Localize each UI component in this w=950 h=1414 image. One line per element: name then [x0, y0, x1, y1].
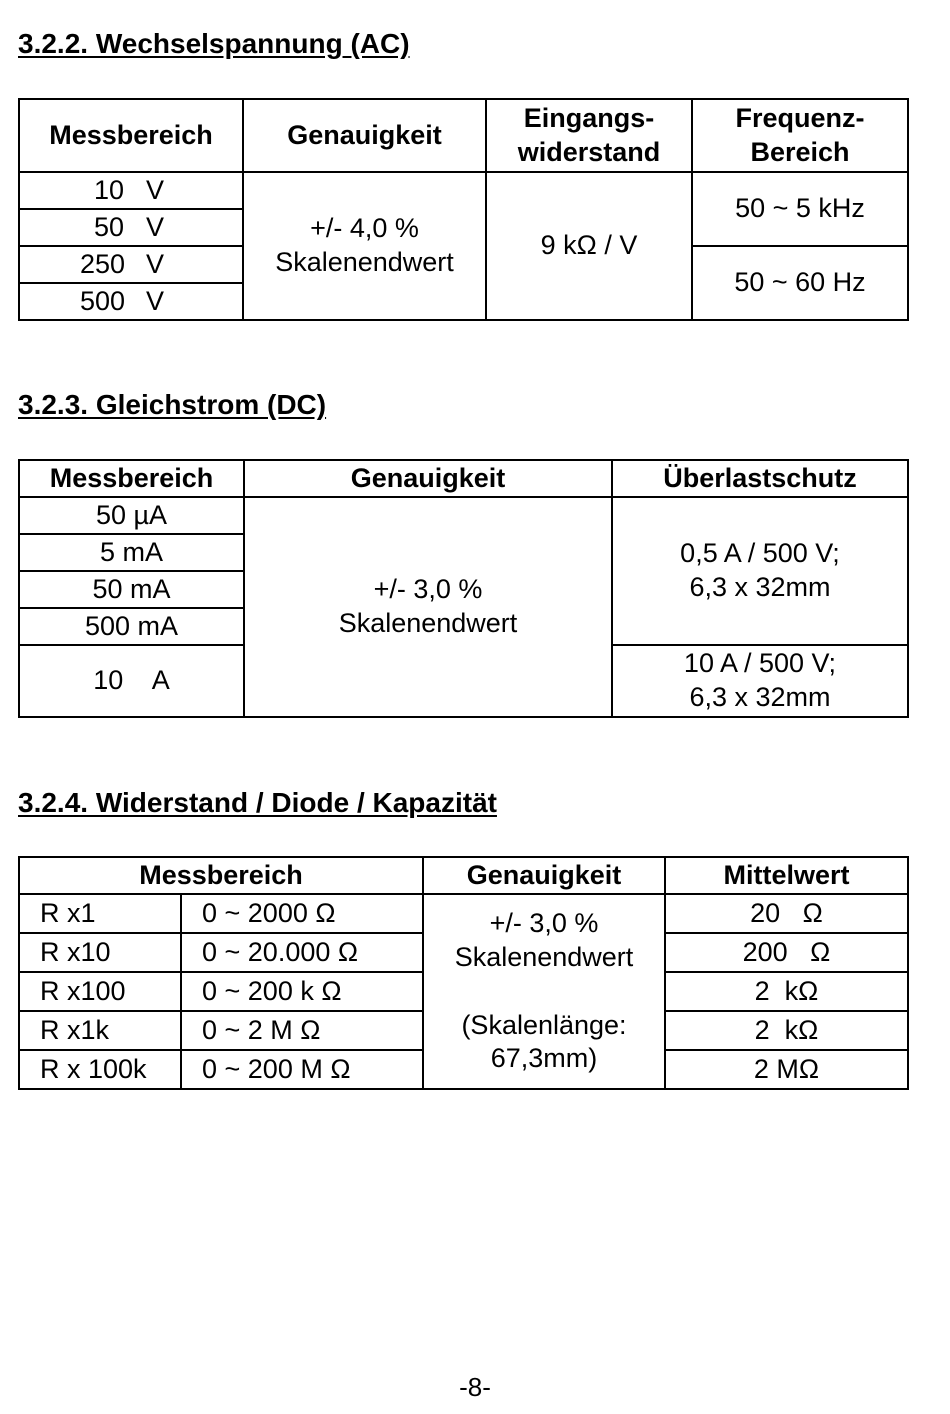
res-mid-cell: 20 Ω	[665, 894, 908, 933]
ac-header-impedance-line1: Eingangs-	[523, 102, 655, 133]
page-number: -8-	[459, 1372, 491, 1402]
res-factor-cell: R x 100k	[19, 1050, 181, 1089]
ac-accuracy-value: +/- 4,0 %	[310, 213, 419, 244]
ac-range-value: 50	[93, 211, 124, 242]
res-mid-cell: 2 kΩ	[665, 972, 908, 1011]
res-heading: 3.2.4. Widerstand / Diode / Kapazität	[18, 787, 497, 818]
ac-accuracy-note: Skalenendwert	[275, 247, 454, 277]
ac-range-unit: V	[146, 248, 165, 279]
dc-range-cell: 500 mA	[19, 608, 244, 645]
table-row	[19, 497, 908, 534]
res-range-cell: 0 ~ 2 M Ω	[181, 1011, 423, 1050]
ac-range-cell	[19, 172, 243, 209]
ac-heading: 3.2.2. Wechselspannung (AC)	[18, 28, 410, 59]
res-accuracy-scale-value: 67,3mm)	[490, 1043, 598, 1074]
res-accuracy-note: Skalenendwert	[454, 941, 634, 972]
ac-range-unit: V	[146, 211, 165, 242]
dc-heading: 3.2.3. Gleichstrom (DC)	[18, 389, 327, 420]
res-range-cell: 0 ~ 2000 Ω	[181, 894, 423, 933]
res-accuracy-value: +/- 3,0 %	[489, 908, 599, 938]
ac-range-value: 250	[80, 248, 126, 279]
res-header-accuracy: Genauigkeit	[423, 857, 665, 894]
ac-header-impedance	[486, 99, 692, 172]
ac-accuracy-cell	[243, 172, 486, 320]
dc-protection-a	[612, 497, 908, 645]
ac-range-value: 500	[80, 285, 126, 316]
res-table	[18, 856, 909, 1090]
dc-accuracy-cell	[244, 497, 612, 717]
dc-header-accuracy: Genauigkeit	[244, 460, 612, 497]
ac-range-cell	[19, 283, 243, 320]
res-header-range: Messbereich	[19, 857, 423, 894]
table-row	[19, 894, 908, 933]
dc-protection-b	[612, 645, 908, 717]
ac-range-unit: V	[146, 174, 165, 205]
ac-range-value: 10	[93, 174, 124, 205]
res-mid-cell: 2 kΩ	[665, 1011, 908, 1050]
table-row	[19, 172, 908, 209]
res-header-mid: Mittelwert	[665, 857, 908, 894]
dc-accuracy-value: +/- 3,0 %	[373, 574, 483, 605]
ac-header-impedance-line2: widerstand	[517, 136, 661, 167]
ac-range-unit: V	[146, 285, 165, 316]
ac-range-cell	[19, 246, 243, 283]
dc-protection-a-line1: 0,5 A / 500 V;	[680, 538, 840, 569]
ac-header-accuracy: Genauigkeit	[243, 99, 486, 172]
ac-range-cell	[19, 209, 243, 246]
dc-table	[18, 459, 909, 718]
dc-header-row	[19, 460, 908, 497]
res-accuracy-scale-label: (Skalenlänge:	[461, 1009, 627, 1040]
dc-protection-b-line2: 6,3 x 32mm	[689, 682, 831, 712]
dc-range-cell: 5 mA	[19, 534, 244, 571]
ac-header-frequency	[692, 99, 908, 172]
res-factor-cell: R x10	[19, 933, 181, 972]
ac-header-frequency-line2: Bereich	[750, 136, 850, 167]
ac-header-range: Messbereich	[19, 99, 243, 172]
ac-table	[18, 98, 909, 321]
res-range-cell: 0 ~ 200 M Ω	[181, 1050, 423, 1089]
res-mid-cell: 2 MΩ	[665, 1050, 908, 1089]
dc-range-cell: 10 A	[19, 645, 244, 717]
ac-frequency-a: 50 ~ 5 kHz	[692, 172, 908, 246]
dc-range-cell: 50 mA	[19, 571, 244, 608]
res-factor-cell: R x1k	[19, 1011, 181, 1050]
res-factor-cell: R x1	[19, 894, 181, 933]
dc-protection-a-line2: 6,3 x 32mm	[689, 572, 831, 602]
ac-header-row	[19, 99, 908, 172]
dc-protection-b-line1: 10 A / 500 V;	[683, 648, 837, 679]
dc-accuracy-note: Skalenendwert	[338, 608, 518, 638]
res-accuracy-cell	[423, 894, 665, 1089]
dc-header-range: Messbereich	[19, 460, 244, 497]
res-range-cell: 0 ~ 200 k Ω	[181, 972, 423, 1011]
res-accuracy-spacer	[424, 975, 664, 1009]
ac-header-frequency-line1: Frequenz-	[735, 102, 865, 133]
res-header-row	[19, 857, 908, 894]
res-factor-cell: R x100	[19, 972, 181, 1011]
ac-impedance-cell: 9 kΩ / V	[486, 172, 692, 320]
res-range-cell: 0 ~ 20.000 Ω	[181, 933, 423, 972]
res-mid-cell: 200 Ω	[665, 933, 908, 972]
dc-range-cell: 50 µA	[19, 497, 244, 534]
dc-header-protection: Überlastschutz	[612, 460, 908, 497]
ac-frequency-b: 50 ~ 60 Hz	[692, 246, 908, 320]
